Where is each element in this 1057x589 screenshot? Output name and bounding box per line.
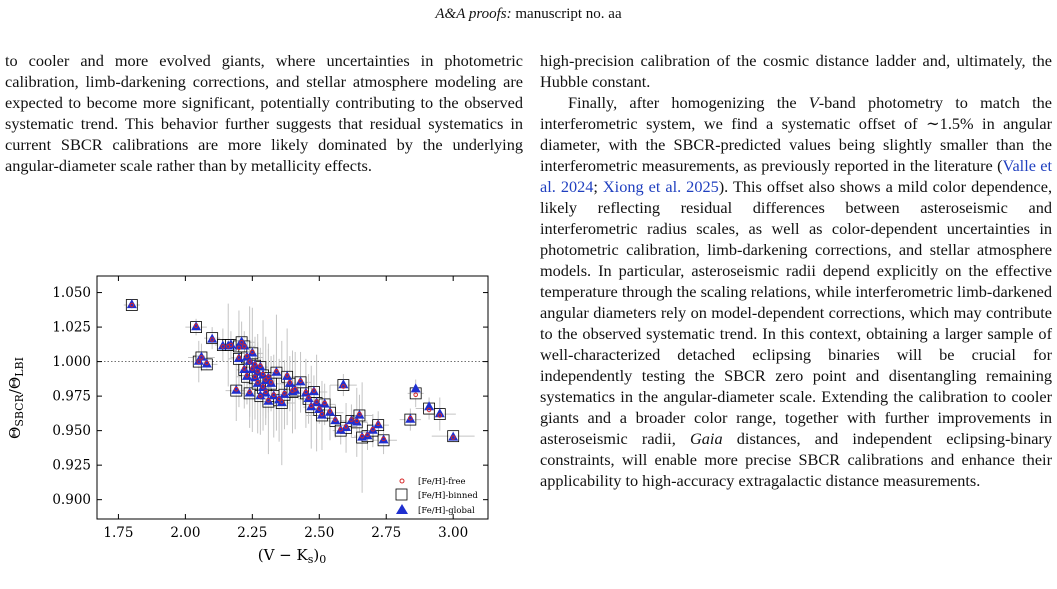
error-bars xyxy=(124,301,475,493)
left-paragraph: to cooler and more evolved giants, where uncertainties in photometric calibration, limb-darkening corrections, and stellar atmosphere modeling are expected to become more significant, potentially contributing to the observed systematic trend. This behavior further suggests that residual systematics in current SBCR calibrations are more likely dominated by the underlying angular-diameter scale rather than by metallicity effects. xyxy=(5,51,523,175)
para2-part-b: -band photometry to match the interferometric system, we find a systematic offset of ∼1.5% in angular diameter, with the SBCR-predicted values being slightly smaller than the interferometric measurements, as previously reported in the literature ( xyxy=(540,93,1052,175)
legend-label-free: [Fe/H]-free xyxy=(418,477,466,487)
citation-separator: ; xyxy=(593,177,603,196)
figure-scatter-plot xyxy=(0,262,528,589)
x-axis-label: $(V - K_s)_0$ xyxy=(257,546,327,566)
y-tick-label: 0.950 xyxy=(52,423,91,440)
x-tick-label: 2.00 xyxy=(170,525,201,541)
y-tick-label: 0.900 xyxy=(52,492,91,509)
y-tick-label: 1.000 xyxy=(52,354,91,371)
citation-xiong-2025[interactable]: Xiong et al. 2025 xyxy=(602,177,719,196)
y-tick-label: 1.050 xyxy=(52,285,91,302)
citation-valle-2024[interactable]: Valle et al. 2024 xyxy=(540,156,1052,196)
para2-part-c: ). This offset also shows a mild color dependence, likely reflecting residual differences between asteroseismic and interferometric radius scales, as well as color-dependent uncertainties in photometric calibration, limb-darkening corrections, and stellar atmosphere models. In particular, asteroseismic radii depend explicitly on the effective temperature through the scaling relations, while interferometric limb-darkened angular diameters rely on model-dependent corrections, which may contribute to the observed systematic trend. In this context, obtaining a larger sample of well-characterized detached eclipsing binaries will be crucial for independently testing the SBCR zero point and disentangling remaining systematics in the angular-diameter scale. Extending the calibration to cooler giants and a broader color range, together with further improvements in asteroseismic radii, xyxy=(540,177,1053,448)
para2-part-d: distances, and independent eclipsing-binary constraints, will enable more precise SBCR calibrations and enhance their applicability to high-accuracy extragalactic distance measurements. xyxy=(540,429,1052,490)
x-tick-label: 2.25 xyxy=(237,525,268,541)
y-tick-label: 1.025 xyxy=(52,319,91,336)
para2-part-a: Finally, after homogenizing the xyxy=(568,93,809,112)
v-band-symbol: V xyxy=(808,93,819,112)
x-tick-label: 3.00 xyxy=(438,525,469,541)
journal-name: A&A proofs: xyxy=(435,6,512,22)
x-tick-label: 2.75 xyxy=(371,525,402,541)
right-column-text xyxy=(540,50,1052,491)
x-tick-label: 2.50 xyxy=(304,525,335,541)
legend xyxy=(396,477,478,516)
legend-marker-global xyxy=(396,504,408,514)
y-axis-label: $\Theta_{SBCR}/\Theta_{LBI}$ xyxy=(6,357,26,439)
running-header xyxy=(0,6,1057,23)
manuscript-label: manuscript no. aa xyxy=(515,6,622,22)
legend-marker-free xyxy=(400,479,404,483)
scatter-chart xyxy=(0,262,528,584)
x-tick-label: 1.75 xyxy=(103,525,134,541)
legend-label-global: [Fe/H]-global xyxy=(418,506,475,516)
legend-marker-binned xyxy=(396,489,407,500)
legend-label-binned: [Fe/H]-binned xyxy=(418,491,478,501)
left-column-text xyxy=(5,50,523,176)
right-paragraph-1: high-precision calibration of the cosmic distance ladder and, ultimately, the Hubble constant. xyxy=(540,51,1052,91)
y-tick-label: 0.975 xyxy=(52,388,91,405)
y-tick-label: 0.925 xyxy=(52,457,91,474)
gaia-term: Gaia xyxy=(690,429,723,448)
right-paragraph-2 xyxy=(540,92,1052,491)
